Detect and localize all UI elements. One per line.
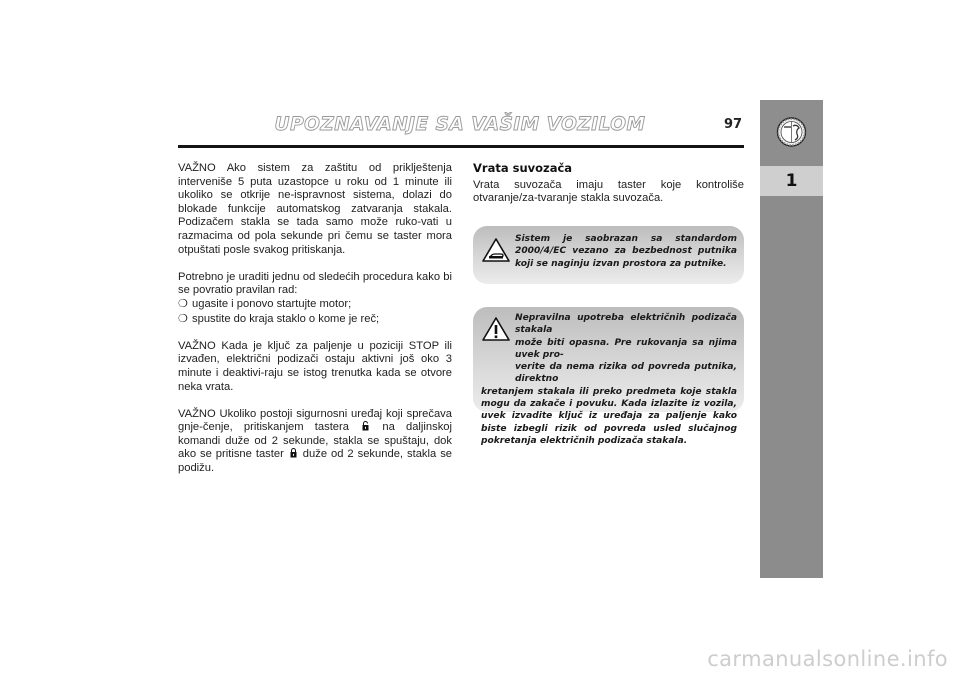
paragraph-anti-pinch: VAŽNO Ako sistem za zaštitu od priklještenja interveniše 5 puta uzastopce u roku od 1 minute ili ukoliko se otkrije ne-ispravnost sistema, dolazi do blokade funkcije automatskog zatvaranja stakala. Podizačem stakla se tada samo može ruko-vati u razmacima od pola sekunde pri čemu se taster mora otpuštati posle svakog pritiskanja. (178, 162, 452, 256)
paragraph-key-stop: VAŽNO Kada je ključ za paljenje u poziciji STOP ili izvađen, električni podizači ostaju aktivni još oko 3 minute i deaktivi-raju se istog trenutka kada se otvore neka vrata. (178, 339, 452, 393)
paragraph-remote-control: VAŽNO Ukoliko postoji sigurnosni uređaj koji sprečava gnje-čenje, pritiskanjem tastera na daljinskoj komandi duže od 2 sekunde, stakla se spuštaju, dok ako se pritisne taster duže od 2 sekunde, stakla se podižu. (178, 407, 453, 475)
lock-icon (290, 448, 297, 458)
alfa-romeo-logo-icon (760, 100, 823, 166)
unlock-icon (362, 421, 369, 431)
bullet-circle-icon: ❍ (178, 312, 188, 325)
left-column (178, 162, 452, 489)
page-number: 97 (724, 117, 743, 132)
right-column (473, 162, 744, 219)
note-text: Sistem je saobrazan sa standardom 2000/4/EC vezano za bezbednost putnika koji se naginju izvan prostora za putnike. (515, 234, 737, 269)
note-box-standard (473, 226, 744, 284)
note-text: Nepravilna upotreba električnih podizača stakala može biti opasna. Pre rukovanja sa njima uvek pro- verite da nema rizika od povreda putnika, direktno kretanjem stakala ili preko predmeta koje stakla mogu da zakače i povuku. Kada izlazite iz vozila, uvek izvadite ključ iz uređaja za paljenje kako biste izbegli rizik od povreda usled slučajnog pokretanja električnih podizača stakala. (481, 313, 737, 446)
list-item: ❍ spustite do kraja staklo o kome je reč; (178, 312, 380, 325)
bullet-circle-icon: ❍ (178, 297, 188, 310)
paragraph-passenger-door: Vrata suvozača imaju taster koje kontroliše otvaranje/za-tvaranje stakla suvozača. (473, 178, 744, 205)
paragraph-procedure-intro: Potrebno je uraditi jednu od sledećih procedura kako bi se povratio pravilan rad: (178, 270, 452, 297)
watermark: carmanualsonline.info (0, 640, 960, 678)
note-box-warning (473, 307, 744, 446)
list-item: ❍ ugasite i ponovo startujte motor; (178, 297, 352, 310)
sidebar-logo-area (760, 100, 823, 166)
section-title: Vrata suvozača (473, 161, 573, 175)
hand-caution-icon (481, 236, 511, 264)
sidebar-tab[interactable]: 1 (760, 166, 823, 196)
header-rule (178, 145, 744, 148)
page-header-title: UPOZNAVANJE SA VAŠIM VOZILOM (274, 114, 646, 135)
